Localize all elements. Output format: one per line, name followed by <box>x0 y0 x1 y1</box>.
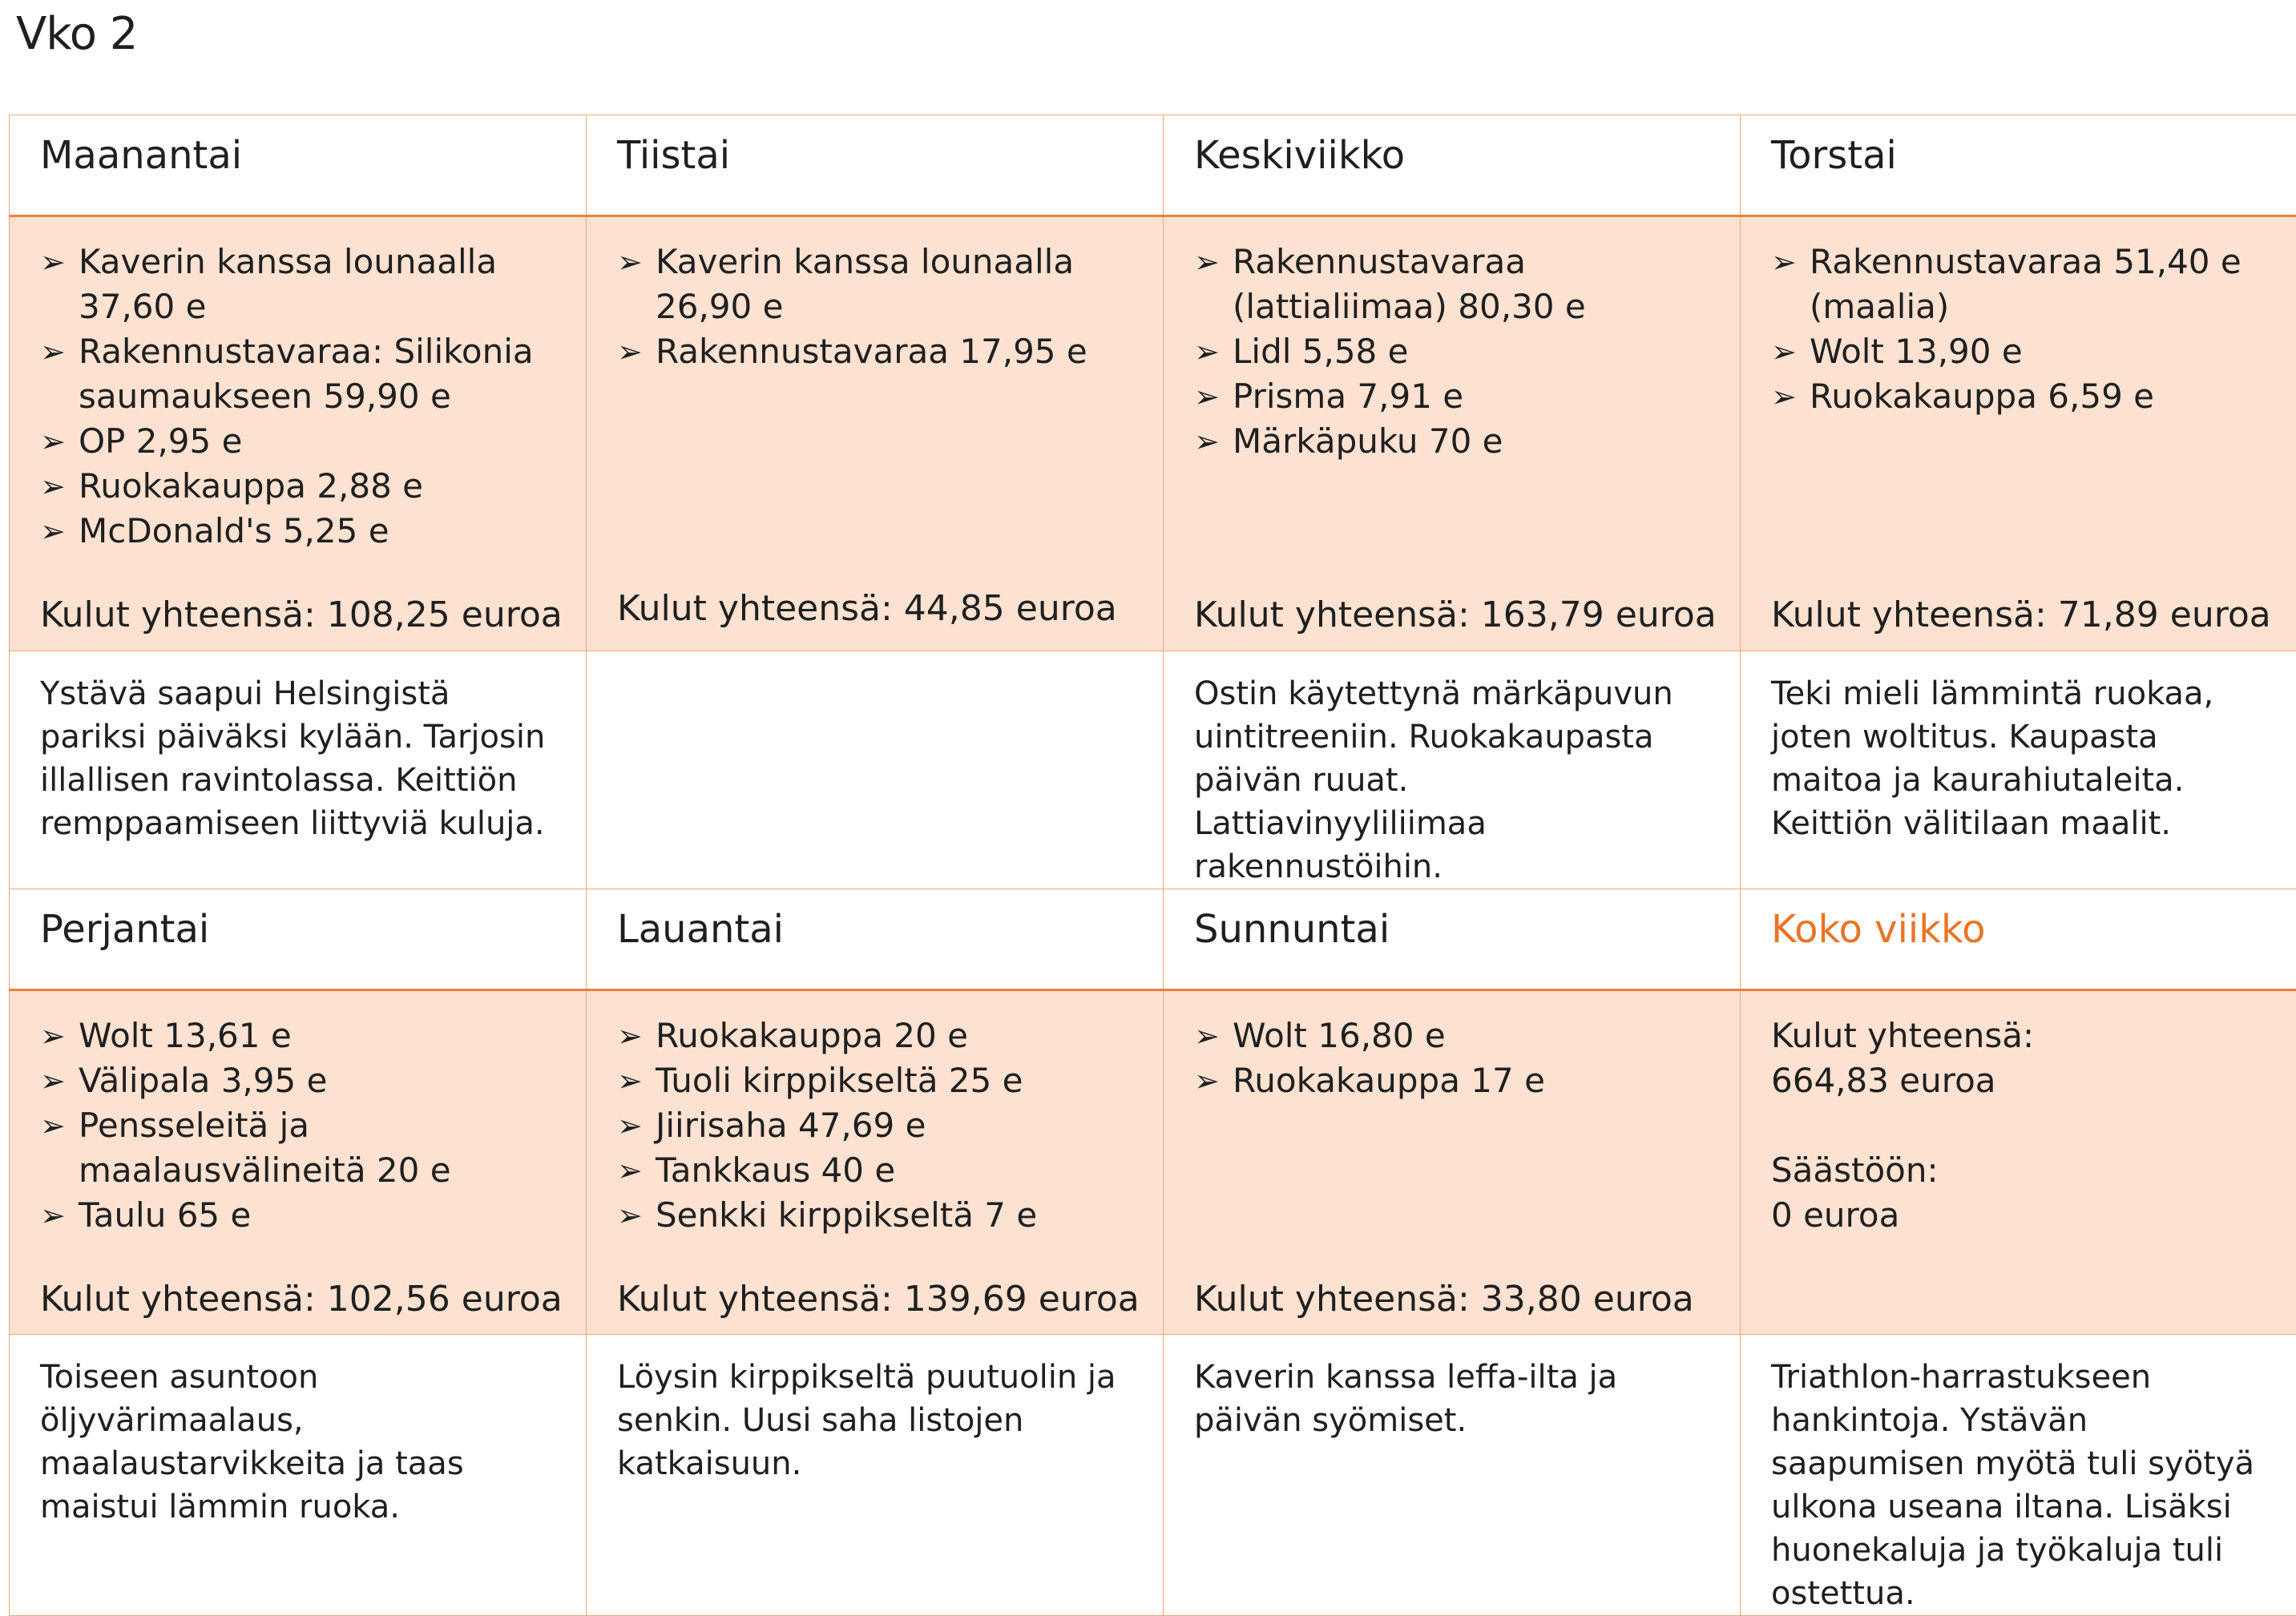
expense-item <box>617 1014 1132 1058</box>
notes-row <box>10 651 2296 889</box>
day-name: Keskiviikko <box>1194 115 1709 194</box>
summary-total-value: 664,83 euroa <box>1771 1058 2267 1103</box>
expense-item <box>40 1058 555 1103</box>
expense-item <box>1771 374 2267 419</box>
expense-text: Prisma 7,91 e <box>1233 377 1463 416</box>
week-summary <box>1771 991 2267 1238</box>
expense-item <box>617 1103 1132 1148</box>
arrow-bullet-icon: ➢ <box>1194 329 1220 374</box>
day-header <box>587 115 1164 216</box>
summary-savings-value: 0 euroa <box>1771 1193 2267 1238</box>
day-note: Kaverin kanssa leffa-ilta ja päivän syömiset. <box>1164 1335 1741 1616</box>
arrow-bullet-icon: ➢ <box>40 1058 66 1103</box>
day-name: Torstai <box>1771 115 2267 194</box>
day-header-row <box>10 889 2296 990</box>
arrow-bullet-icon: ➢ <box>1771 240 1797 284</box>
day-header <box>10 115 587 216</box>
expense-item <box>1194 1014 1709 1058</box>
expense-item <box>1194 419 1709 464</box>
expense-item <box>40 1193 555 1238</box>
arrow-bullet-icon: ➢ <box>1194 240 1220 284</box>
day-total: Kulut yhteensä: 102,56 euroa <box>40 1282 563 1317</box>
arrow-bullet-icon: ➢ <box>40 419 66 464</box>
expense-text: Rakennustavaraa 17,95 e <box>656 332 1087 371</box>
day-header-row <box>10 115 2296 216</box>
expense-text: Kaverin kanssa lounaalla 37,60 e <box>79 242 497 326</box>
day-header <box>587 889 1164 990</box>
week-budget-table <box>9 115 2296 1616</box>
day-name: Perjantai <box>40 889 555 968</box>
day-name: Sunnuntai <box>1194 889 1709 968</box>
expense-item <box>40 240 555 329</box>
expense-item <box>40 329 555 419</box>
expense-list <box>1194 991 1709 1103</box>
summary-note: Triathlon-harrastukseen hankintoja. Ystävän saapumisen myötä tuli syötyä ulkona useana iltana. Lisäksi huonekaluja ja työkaluja tuli ostettua. <box>1741 1335 2296 1616</box>
day-total: Kulut yhteensä: 44,85 euroa <box>617 591 1117 627</box>
expense-item <box>617 1193 1132 1238</box>
expense-text: Tankkaus 40 e <box>656 1151 895 1190</box>
expense-item <box>617 1148 1132 1193</box>
expense-cell <box>587 990 1164 1335</box>
arrow-bullet-icon: ➢ <box>40 1193 66 1238</box>
expense-item <box>1194 329 1709 374</box>
expense-text: Kaverin kanssa lounaalla 26,90 e <box>656 242 1074 326</box>
expense-list <box>617 991 1132 1238</box>
arrow-bullet-icon: ➢ <box>40 1103 66 1148</box>
day-note: Ostin käytettynä märkäpuvun uintitreeniin. Ruokakaupasta päivän ruuat. Lattiavinyyliliimaa rakennustöihin. <box>1164 651 1741 889</box>
expense-text: McDonald's 5,25 e <box>79 511 389 550</box>
day-total: Kulut yhteensä: 33,80 euroa <box>1194 1282 1694 1317</box>
day-total: Kulut yhteensä: 108,25 euroa <box>40 598 563 633</box>
page-title: Vko 2 <box>16 8 137 60</box>
day-name: Tiistai <box>617 115 1132 194</box>
arrow-bullet-icon: ➢ <box>40 329 66 374</box>
expense-text: Märkäpuku 70 e <box>1233 421 1503 461</box>
expense-item <box>1194 1058 1709 1103</box>
day-header <box>1164 115 1741 216</box>
expense-item <box>617 329 1132 374</box>
expense-list <box>40 991 555 1238</box>
summary-total-label: Kulut yhteensä: <box>1771 1014 2267 1058</box>
day-header <box>1164 889 1741 990</box>
expense-item <box>40 1014 555 1058</box>
expense-list <box>40 217 555 554</box>
day-header <box>10 889 587 990</box>
arrow-bullet-icon: ➢ <box>617 1058 643 1103</box>
expense-text: Wolt 16,80 e <box>1233 1016 1446 1055</box>
expense-text: Rakennustavaraa 51,40 e (maalia) <box>1810 242 2242 326</box>
expense-cell <box>10 216 587 651</box>
expense-cell <box>1164 216 1741 651</box>
expenses-row <box>10 990 2296 1335</box>
day-total: Kulut yhteensä: 139,69 euroa <box>617 1282 1140 1317</box>
arrow-bullet-icon: ➢ <box>40 1014 66 1058</box>
expense-text: Rakennustavaraa: Silikonia saumaukseen 59,90 e <box>79 332 534 416</box>
day-header <box>1741 115 2296 216</box>
arrow-bullet-icon: ➢ <box>40 240 66 284</box>
notes-row <box>10 1335 2296 1616</box>
summary-savings-label: Säästöön: <box>1771 1148 2267 1193</box>
expense-text: Ruokakauppa 6,59 e <box>1810 377 2154 416</box>
arrow-bullet-icon: ➢ <box>40 509 66 554</box>
expense-item <box>617 240 1132 329</box>
expense-text: Lidl 5,58 e <box>1233 332 1408 371</box>
expense-text: Välipala 3,95 e <box>79 1061 327 1100</box>
arrow-bullet-icon: ➢ <box>1194 374 1220 419</box>
arrow-bullet-icon: ➢ <box>1194 419 1220 464</box>
day-name: Maanantai <box>40 115 555 194</box>
day-note <box>587 651 1164 889</box>
day-note: Ystävä saapui Helsingistä pariksi päiväksi kylään. Tarjosin illallisen ravintolassa. Keittiön remppaamiseen liittyviä kuluja. <box>10 651 587 889</box>
expense-text: Rakennustavaraa (lattialiimaa) 80,30 e <box>1233 242 1586 326</box>
expense-list <box>617 217 1132 374</box>
arrow-bullet-icon: ➢ <box>1194 1058 1220 1103</box>
expense-text: OP 2,95 e <box>79 421 242 461</box>
expense-list <box>1771 217 2267 419</box>
expense-item <box>40 464 555 509</box>
expense-text: Taulu 65 e <box>79 1195 251 1235</box>
arrow-bullet-icon: ➢ <box>617 1148 643 1193</box>
day-total: Kulut yhteensä: 163,79 euroa <box>1194 598 1717 633</box>
expense-text: Ruokakauppa 20 e <box>656 1016 968 1055</box>
expense-text: Ruokakauppa 17 e <box>1233 1061 1545 1100</box>
expense-item <box>40 419 555 464</box>
arrow-bullet-icon: ➢ <box>617 240 643 284</box>
arrow-bullet-icon: ➢ <box>617 1103 643 1148</box>
expense-item <box>40 1103 555 1193</box>
expense-item <box>1771 240 2267 329</box>
expense-list <box>1194 217 1709 464</box>
arrow-bullet-icon: ➢ <box>1771 374 1797 419</box>
expense-text: Wolt 13,90 e <box>1810 332 2023 371</box>
arrow-bullet-icon: ➢ <box>617 1014 643 1058</box>
expense-text: Pensseleitä ja maalausvälineitä 20 e <box>79 1106 451 1190</box>
arrow-bullet-icon: ➢ <box>617 1193 643 1238</box>
day-total: Kulut yhteensä: 71,89 euroa <box>1771 598 2271 633</box>
day-name: Lauantai <box>617 889 1132 968</box>
arrow-bullet-icon: ➢ <box>617 329 643 374</box>
day-note: Toiseen asuntoon öljyvärimaalaus, maalaustarvikkeita ja taas maistui lämmin ruoka. <box>10 1335 587 1616</box>
expense-text: Senkki kirppikseltä 7 e <box>656 1195 1037 1235</box>
expense-text: Tuoli kirppikseltä 25 e <box>656 1061 1023 1100</box>
arrow-bullet-icon: ➢ <box>40 464 66 509</box>
expense-cell <box>587 216 1164 651</box>
day-note: Teki mieli lämmintä ruokaa, joten woltitus. Kaupasta maitoa ja kaurahiutaleita. Keittiön välitilaan maalit. <box>1741 651 2296 889</box>
expense-item <box>617 1058 1132 1103</box>
expense-cell <box>1741 216 2296 651</box>
expense-item <box>1194 240 1709 329</box>
summary-header <box>1741 889 2296 990</box>
day-note: Löysin kirppikseltä puutuolin ja senkin. Uusi saha listojen katkaisuun. <box>587 1335 1164 1616</box>
expense-text: Ruokakauppa 2,88 e <box>79 466 423 506</box>
expense-text: Jiirisaha 47,69 e <box>656 1106 926 1145</box>
summary-title: Koko viikko <box>1771 889 2267 968</box>
expenses-row <box>10 216 2296 651</box>
summary-cell <box>1741 990 2296 1335</box>
expense-item <box>1771 329 2267 374</box>
expense-text: Wolt 13,61 e <box>79 1016 292 1055</box>
expense-cell <box>10 990 587 1335</box>
arrow-bullet-icon: ➢ <box>1194 1014 1220 1058</box>
arrow-bullet-icon: ➢ <box>1771 329 1797 374</box>
expense-item <box>40 509 555 554</box>
expense-item <box>1194 374 1709 419</box>
expense-cell <box>1164 990 1741 1335</box>
